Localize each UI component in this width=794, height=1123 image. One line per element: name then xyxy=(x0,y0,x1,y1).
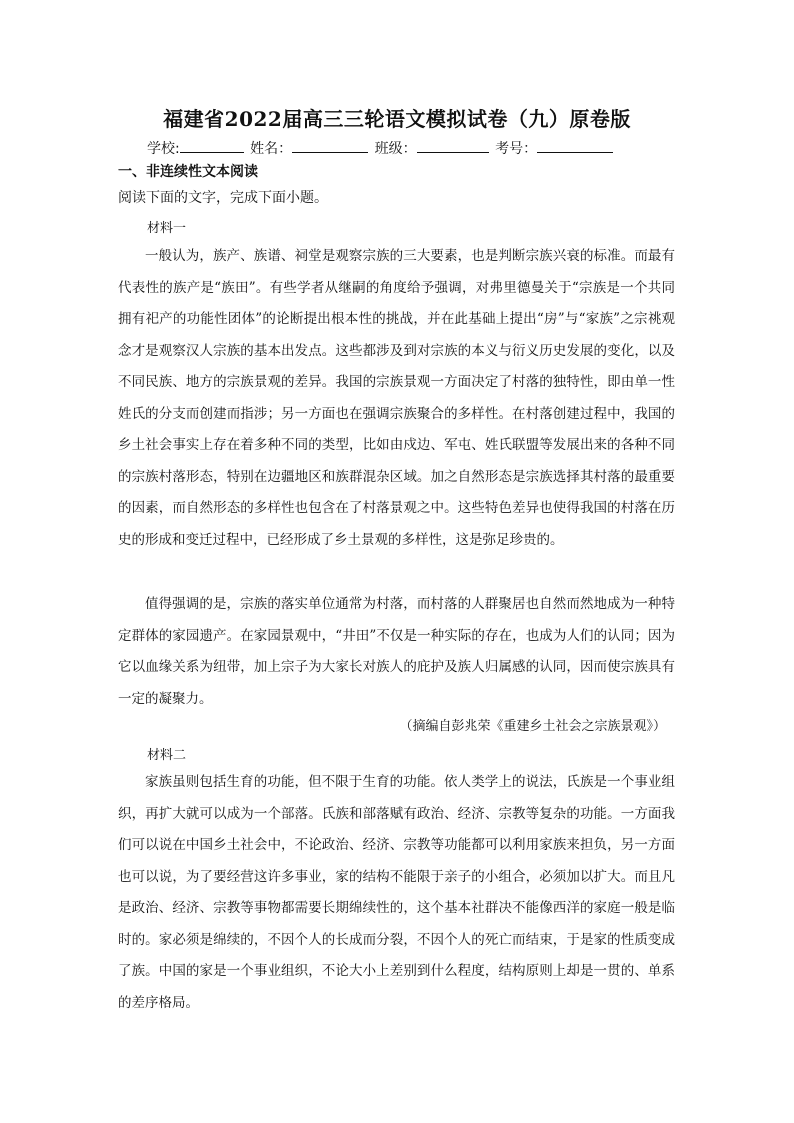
material-one-paragraph-2: 值得强调的是，宗族的落实单位通常为村落，而村落的人群聚居也自然而然地成为一种特定群体的家园遗产。在家园景观中，“井田”不仅是一种实际的存在，也成为人们的认同；因为它以血缘关系为纽带，加上宗子为大家长对族人的庇护及族人归属感的认同，因而使宗族具有一定的凝聚力。 xyxy=(118,596,675,707)
student-info-line xyxy=(147,138,615,158)
material-two-label: 材料二 xyxy=(147,748,187,763)
material-one-source: （摘编自彭兆荣《重建乡土社会之宗族景观》） xyxy=(399,719,666,734)
instruction-text: 阅读下面的文字，完成下面小题。 xyxy=(118,190,328,206)
name-label: 姓名： xyxy=(250,141,293,157)
material-one-label: 材料一 xyxy=(147,221,187,236)
school-label: 学校: xyxy=(147,141,180,157)
exam-number-label: 考号： xyxy=(495,141,538,157)
document-title: 福建省2022届高三三轮语文模拟试卷（九）原卷版 xyxy=(163,107,631,131)
class-label: 班级： xyxy=(374,141,417,157)
section-heading: 一、非连续性文本阅读 xyxy=(118,164,258,180)
name-field[interactable] xyxy=(292,138,368,153)
material-one-paragraph-1: 一般认为，族产、族谱、祠堂是观察宗族的三大要素，也是判断宗族兴衰的标准。而最有代表性的族产是“族田”。有些学者从继嗣的角度给予强调，对弗里德曼关于“宗族是一个共同拥有祀产的功能性团体”的论断提出根本性的挑战，并在此基础上提出“房”与“家族”之宗祧观念才是观察汉人宗族的基本出发点。这些都涉及到对宗族的本义与衍义历史发展的变化，以及不同民族、地方的宗族景观的差异。我国的宗族景观一方面决定了村落的独特性，即由单一性姓氏的分支而创建而指涉；另一方面也在强调宗族聚合的多样性。在村落创建过程中，我国的乡土社会事实上存在着多种不同的类型，比如由戍边、军屯、姓氏联盟等发展出来的各种不同的宗族村落形态，特别在边疆地区和族群混杂区域。加之自然形态是宗族选择其村落的最重要的因素，而自然形态的多样性也包含在了村落景观之中。这些特色差异也使得我国的村落在历史的形成和变迁过程中，已经形成了乡土景观的多样性，这是弥足珍贵的。 xyxy=(118,248,675,548)
class-field[interactable] xyxy=(417,138,489,153)
material-two-paragraph-1: 家族虽则包括生育的功能，但不限于生育的功能。依人类学上的说法，氏族是一个事业组织，再扩大就可以成为一个部落。氏族和部落赋有政治、经济、宗教等复杂的功能。一方面我们可以说在中国乡土社会中，不论政治、经济、宗教等功能都可以利用家族来担负，另一方面也可以说，为了要经营这许多事业，家的结构不能限于亲子的小组合，必须加以扩大。而且凡是政治、经济、宗教等事物都需要长期绵续性的，这个基本社群决不能像西洋的家庭一般是临时的。家必须是绵续的，不因个人的长成而分裂，不因个人的死亡而结束，于是家的性质变成了族。中国的家是一个事业组织，不论大小上差别到什么程度，结构原则上却是一贯的、单系的差序格局。 xyxy=(118,774,675,1011)
exam-number-field[interactable] xyxy=(537,138,613,153)
school-field[interactable] xyxy=(180,138,244,153)
